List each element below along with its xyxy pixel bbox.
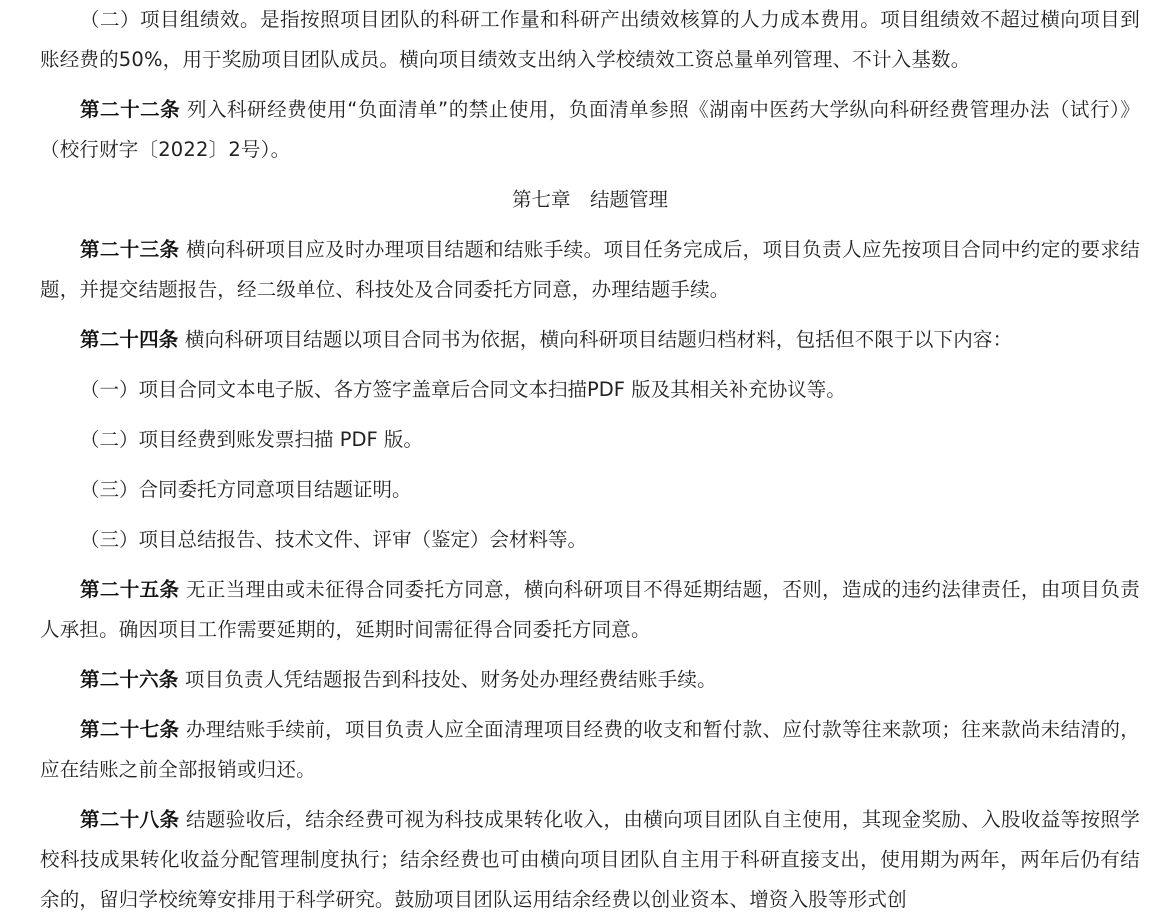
chapter-heading: 第七章 结题管理 [511,188,668,211]
list-item: （一）项目合同文本电子版、各方签字盖章后合同文本扫描PDF 版及其相关补充协议等。 [80,378,846,401]
article-27 [40,710,1140,790]
article-text: 横向科研项目结题以项目合同书为依据，横向科研项目结题归档材料，包括但不限于以下内容： [178,328,1013,351]
article-number: 第二十五条 [80,578,180,601]
article-22 [40,90,1140,170]
paragraph-project-team-performance [40,0,1140,80]
article-text: 办理结账手续前，项目负责人应全面清理项目经费的收支和暂付款、应付款等往来款项；往来款尚未结清的，应在结账之前全部报销或归还。 [40,718,1140,781]
article-26 [40,660,1140,700]
article-number: 第二十八条 [80,808,180,831]
article-text: 列入科研经费使用“负面清单”的禁止使用，负面清单参照《湖南中医药大学纵向科研经费管理办法（试行）》（校行财字〔2022〕2号）。 [40,98,1140,161]
article-number: 第二十四条 [80,328,179,351]
list-item: （二）项目经费到账发票扫描 PDF 版。 [80,428,423,451]
paragraph-text: （二）项目组绩效。是指按照项目团队的科研工作量和科研产出绩效核算的人力成本费用。项目组绩效不超过横向项目到账经费的50%，用于奖励项目团队成员。横向项目绩效支出纳入学校绩效工资总量单列管理、不计入基数。 [40,8,1140,71]
article-text: 项目负责人凭结题报告到科技处、财务处办理经费结账手续。 [178,668,717,691]
article-text: 结题验收后，结余经费可视为科技成果转化收入，由横向项目团队自主使用，其现金奖励、入股收益等按照学校科技成果转化收益分配管理制度执行；结余经费也可由横向项目团队自主用于科研直接支出，使用期为两年，两年后仍有结余的，留归学校统筹安排用于科学研究。鼓励项目团队运用结余经费以创业资本、增资入股等形式创 [40,808,1140,911]
list-item: （三）项目总结报告、技术文件、评审（鉴定）会材料等。 [80,528,588,551]
article-text: 横向科研项目应及时办理项目结题和结账手续。项目任务完成后，项目负责人应先按项目合同中约定的要求结题，并提交结题报告，经二级单位、科技处及合同委托方同意，办理结题手续。 [40,238,1140,301]
article-number: 第二十六条 [80,668,179,691]
article-23 [40,230,1140,310]
article-text: 无正当理由或未征得合同委托方同意，横向科研项目不得延期结题，否则，造成的违约法律责任，由项目负责人承担。确因项目工作需要延期的，延期时间需征得合同委托方同意。 [40,578,1140,641]
article-24 [40,320,1140,360]
article-28 [40,800,1140,920]
article-number: 第二十二条 [80,98,181,121]
list-item: （三）合同委托方同意项目结题证明。 [80,478,412,501]
article-number: 第二十三条 [80,238,180,261]
document-body [40,0,1140,920]
article-number: 第二十七条 [80,718,180,741]
article-25 [40,570,1140,650]
